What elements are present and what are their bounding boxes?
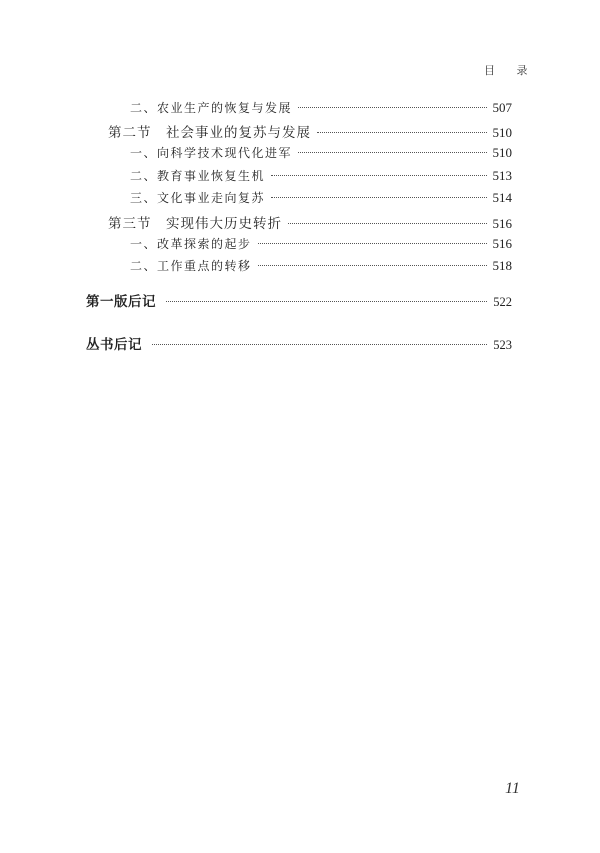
toc-entry[interactable]: [108, 121, 512, 141]
dot-leader: [271, 197, 486, 198]
toc-entry[interactable]: [130, 99, 512, 116]
toc-page-number: 513: [492, 168, 512, 183]
toc-entry-label: 三、文化事业走向复苏: [130, 191, 266, 205]
dot-leader: [298, 107, 486, 108]
toc-entry[interactable]: [130, 189, 512, 206]
toc-entry-label: 第二节 社会事业的复苏与发展: [108, 125, 311, 141]
toc-entry-label: 一、改革探索的起步: [130, 237, 252, 251]
dot-leader: [166, 301, 487, 302]
toc-page-number: 523: [493, 338, 512, 352]
toc-page-number: 516: [492, 236, 512, 251]
dot-leader: [288, 223, 487, 224]
toc-page-number: 507: [492, 100, 512, 115]
dot-leader: [258, 265, 487, 266]
toc-entry-label: 二、工作重点的转移: [130, 259, 252, 273]
toc-page-number: 514: [492, 190, 512, 205]
dot-leader: [258, 243, 487, 244]
toc-page-number: 522: [493, 295, 512, 309]
toc-entry-label: 第一版后记: [86, 294, 156, 310]
toc-entry-label: 二、教育事业恢复生机: [130, 169, 266, 183]
dot-leader: [317, 132, 487, 133]
dot-leader: [152, 344, 487, 345]
toc-entry-label: 第三节 实现伟大历史转折: [108, 216, 282, 232]
toc-entry[interactable]: [130, 257, 512, 274]
toc-entry[interactable]: [130, 235, 512, 252]
toc-entry-label: 二、农业生产的恢复与发展: [130, 101, 293, 115]
dot-leader: [271, 175, 486, 176]
toc-entry[interactable]: [130, 144, 512, 161]
toc-entry[interactable]: [130, 167, 512, 184]
toc-page-number: 516: [492, 216, 512, 231]
toc-entry[interactable]: [86, 333, 512, 353]
toc-entry[interactable]: [108, 212, 512, 232]
toc-page-number: 518: [492, 258, 512, 273]
toc-entry[interactable]: [86, 290, 512, 310]
running-header: 目 录: [484, 64, 537, 77]
page-number: 11: [505, 780, 520, 797]
toc-page-number: 510: [492, 145, 512, 160]
toc-entry-label: 一、向科学技术现代化进军: [130, 146, 293, 160]
dot-leader: [298, 152, 486, 153]
toc-page-number: 510: [492, 125, 512, 140]
toc-entry-label: 丛书后记: [86, 337, 142, 353]
